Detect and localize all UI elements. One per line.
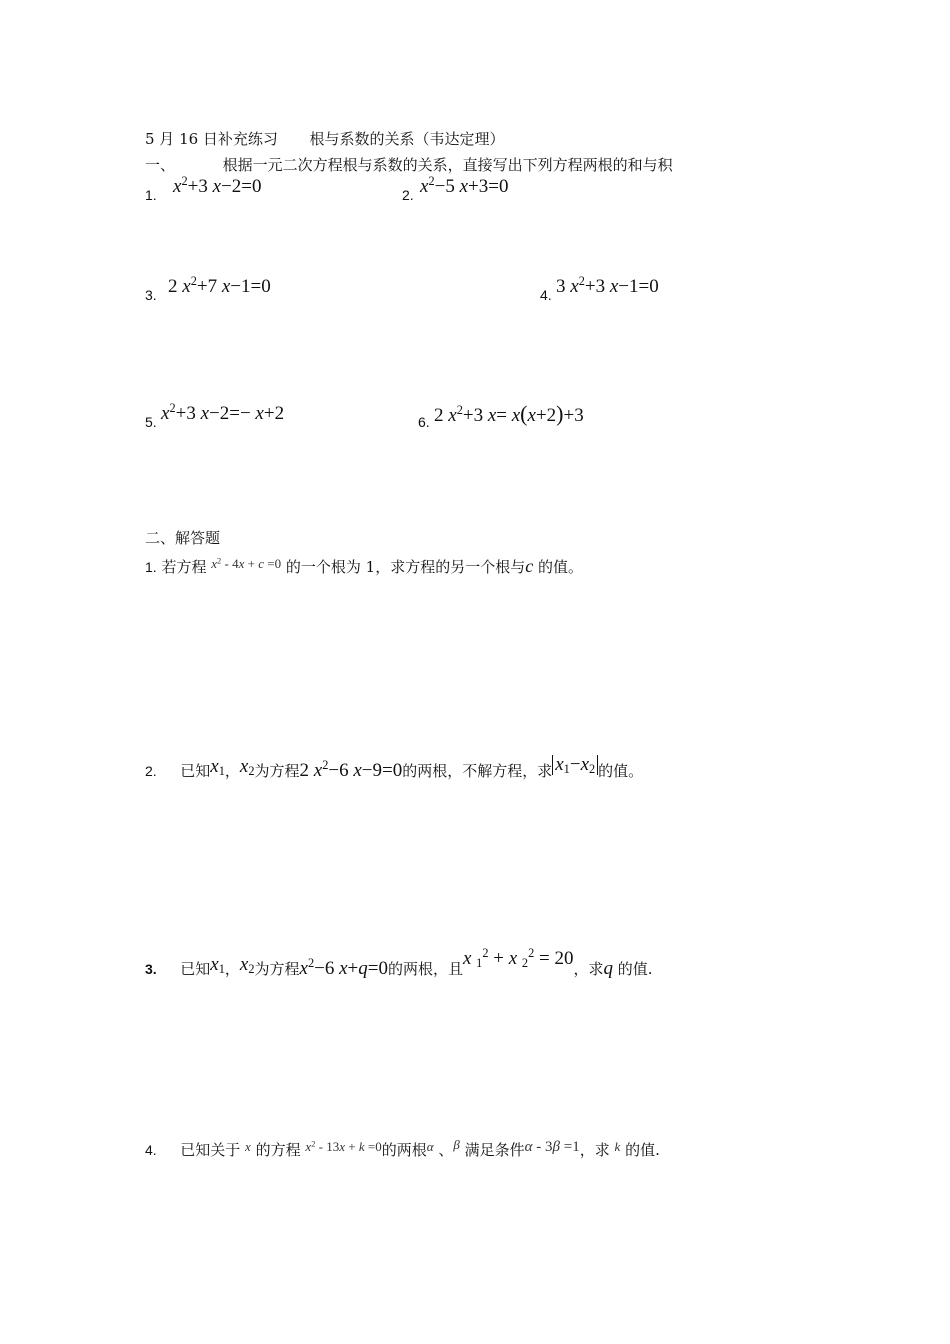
item-2-number: 2. [402, 187, 414, 203]
q1-equation: $x^2 - 4x + c =0$ [211, 555, 282, 571]
q3-x1: $x_1$ [210, 954, 225, 977]
q2-text-d: 的值。 [598, 762, 644, 780]
q3-text-c: 的两根，且 [387, 960, 463, 978]
q2-equation: 2 $x^2-6$ x−9=0 [299, 758, 403, 781]
q3-sum-squares: x $_1^2$ + x $_2^2$ = 20 [462, 946, 574, 971]
q1-text-c: 的值。 [538, 558, 584, 576]
q1-text-a: 若方程 [161, 558, 207, 576]
q4-var-x: x [245, 1139, 251, 1154]
question-1 [145, 556, 583, 577]
q2-sep: ， [224, 762, 240, 780]
item-4-number: 4. [540, 287, 552, 303]
section1-marker: 一、 [145, 156, 176, 174]
q2-number: 2. [145, 763, 157, 779]
q4-text-e: ，求 [579, 1141, 610, 1159]
q4-text-c: 的两根 [381, 1141, 427, 1159]
item-2-equation: $x^2-5$ x+3=0 [420, 174, 509, 197]
title-topic: 根与系数的关系（韦达定理） [309, 130, 505, 148]
q2-text-b: 为方程 [254, 762, 300, 780]
q3-number: 3. [145, 961, 157, 977]
page-title [145, 128, 505, 149]
section1-heading [145, 154, 673, 175]
question-3 [145, 946, 653, 980]
q1-number: 1. [145, 559, 157, 575]
q4-sep: 、 [438, 1141, 454, 1159]
q2-text-a: 已知 [180, 762, 211, 780]
section2-heading: 二、解答题 [145, 529, 221, 547]
item-1-number: 1. [145, 187, 157, 203]
item-6-number: 6. [418, 414, 430, 430]
q3-equation: $x^2-6$ x+q=0 [299, 956, 388, 979]
q4-text-d: 满足条件 [464, 1141, 525, 1159]
q3-text-a: 已知 [180, 960, 211, 978]
item-4-equation: 3 $x^2+3$ x−1=0 [556, 274, 659, 297]
item-3-equation: 2 $x^2+7$ x−1=0 [168, 274, 271, 297]
title-date: 5 月 16 日补充练习 [145, 130, 278, 148]
q3-text-b: 为方程 [254, 960, 300, 978]
q4-text-f: 的值. [625, 1141, 660, 1159]
section1-instruction: 根据一元二次方程根与系数的关系，直接写出下列方程两根的和与积 [222, 156, 673, 174]
q3-x2: $x_2$ [239, 954, 255, 977]
item-5-equation: $x^2+3$ x−2=− x+2 [161, 401, 285, 424]
q1-text-b: 的一个根为 1，求方程的另一个根与 [285, 558, 526, 576]
q3-var-q: q [603, 958, 613, 979]
q2-x2: $x_2$ [239, 756, 255, 779]
q3-text-d: ，求 [573, 960, 604, 978]
q4-alpha: α [426, 1139, 434, 1154]
q3-sep: ， [224, 960, 240, 978]
q4-number: 4. [145, 1142, 157, 1158]
q2-text-c: 的两根，不解方程，求 [402, 762, 553, 780]
item-1-equation: $x^2+3$ x−2=0 [173, 174, 262, 197]
item-5-number: 5. [145, 414, 157, 430]
q4-condition: α - 3β =1 [524, 1139, 580, 1155]
question-4 [145, 1139, 660, 1160]
q4-text-b: 的方程 [255, 1141, 301, 1159]
q4-equation: $x^2 - 13x + k =0$ [305, 1138, 382, 1154]
q1-var-c: c [525, 556, 534, 576]
q2-x1: $x_1$ [210, 756, 225, 779]
q4-beta: β [453, 1137, 460, 1152]
q3-text-e: 的值. [617, 960, 653, 978]
question-2 [145, 754, 644, 782]
q2-abs-expression: $x_1-x_2$ [552, 755, 598, 775]
q4-text-a: 已知关于 [180, 1141, 241, 1159]
item-6-equation: 2 $x^2+3$ x= x(x+2)+3 [434, 401, 584, 426]
item-3-number: 3. [145, 287, 157, 303]
q4-var-k: k [614, 1139, 621, 1154]
